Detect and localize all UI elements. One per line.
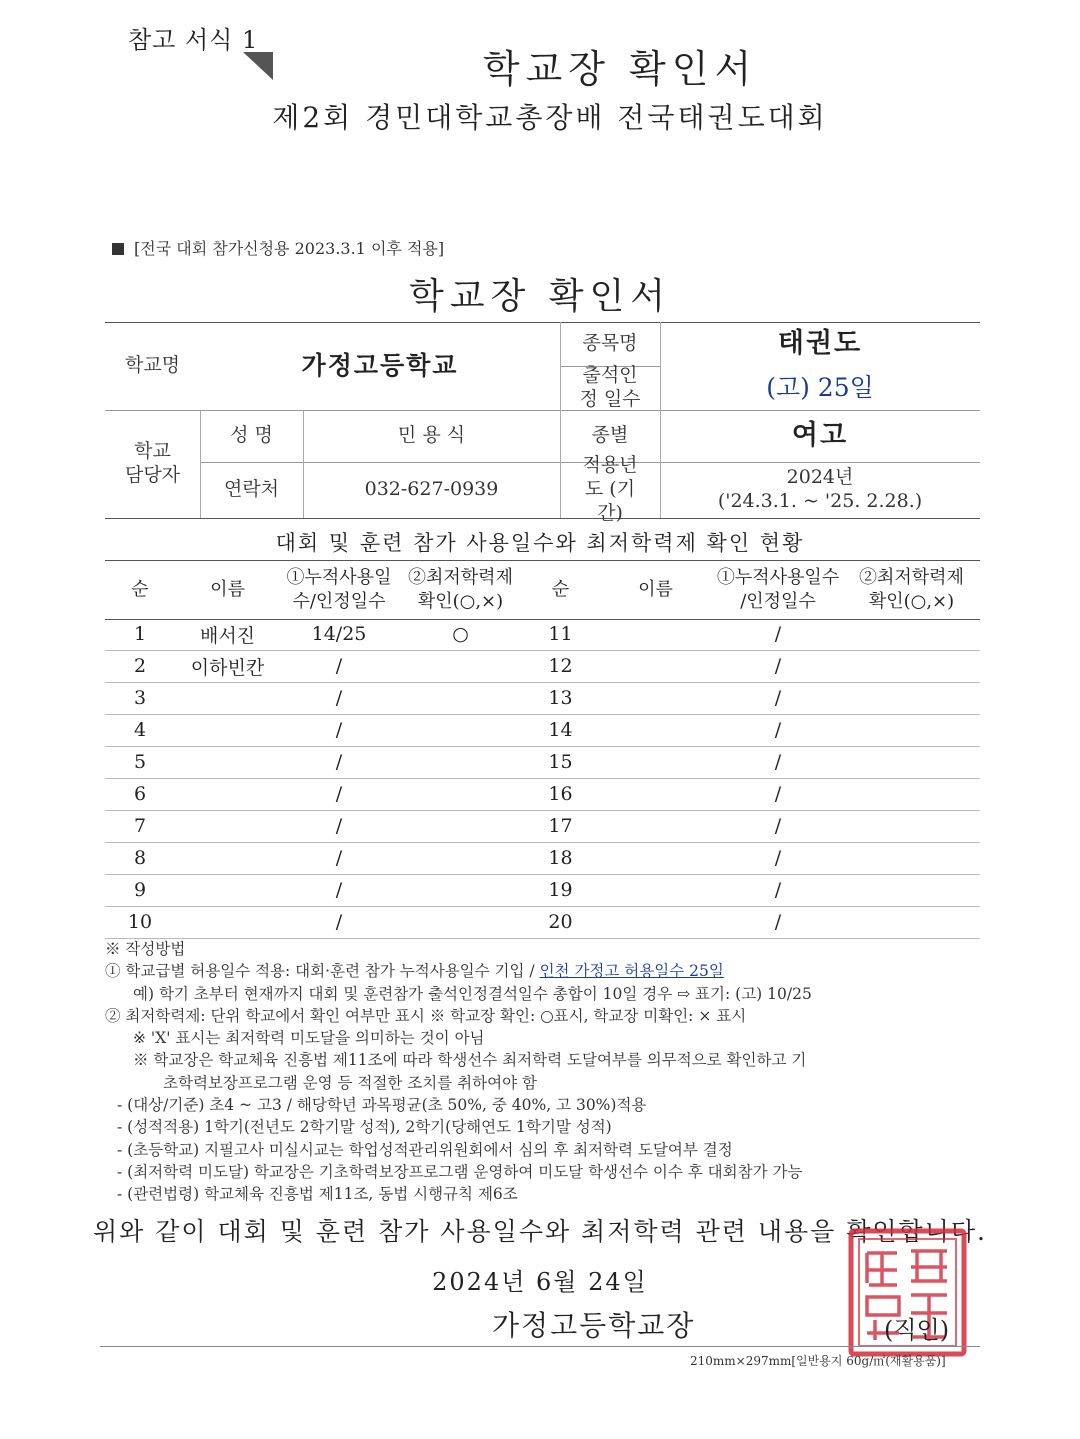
note-d1: - (대상/기준) 초4 ~ 고3 / 해당학년 과목평균(초 50%, 중 40%, 고 30%)적용 (117, 1096, 647, 1115)
cell-no-r: 18 (548, 847, 573, 869)
header-check-right-line1: ②최저학력제 (859, 566, 964, 588)
year-label: 적용년도 (기간) (582, 454, 638, 524)
cell-no: 3 (133, 687, 147, 709)
table-header-row (105, 560, 980, 620)
cell-days: / (335, 911, 343, 933)
main-title: 학교장 확인서 (408, 276, 672, 317)
cell-name-r (598, 714, 713, 746)
cell-no-r: 13 (548, 687, 573, 709)
header-days-right (713, 561, 843, 619)
square-bullet-icon (112, 243, 124, 255)
apply-note (112, 236, 444, 259)
header-days-right-line2: /인정일수 (740, 591, 816, 612)
cell-check: ○ (452, 623, 469, 645)
header-days-right-line1: ①누적사용일수 (716, 566, 840, 588)
cell-no-r: 12 (548, 655, 573, 677)
period-value: ('24.3.1. ~ '25. 2.28.) (717, 490, 923, 512)
table-row (105, 874, 980, 907)
cell-check (398, 746, 523, 778)
event-label: 종목명 (582, 332, 638, 355)
cell-check (398, 906, 523, 938)
issue-date: 2024년 6월 24일 (432, 1268, 648, 1296)
contact-label: 연락처 (223, 478, 280, 501)
cell-check (398, 682, 523, 714)
event-value: 태권도 (777, 328, 863, 360)
school-info-table (105, 322, 980, 524)
form-reference: 참고 서식 1 (128, 26, 259, 54)
cell-no: 8 (133, 847, 147, 869)
name-label: 성 명 (230, 424, 273, 447)
cell-days-r: / (774, 751, 782, 773)
cell-name (175, 810, 280, 842)
cell-days: / (335, 879, 343, 901)
year-cell (660, 462, 980, 518)
header-check-right (843, 561, 980, 619)
school-name: 가정고등학교 (301, 351, 459, 381)
cell-days-r: / (774, 687, 782, 709)
cell-name-r (598, 810, 713, 842)
cell-days: / (335, 847, 343, 869)
cell-name-r (598, 682, 713, 714)
cell-check-r (843, 906, 980, 938)
school-label: 학교명 (124, 354, 181, 377)
section-title: 대회 및 훈련 참가 사용일수와 최저학력제 확인 현황 (275, 531, 805, 555)
cell-no-r: 11 (548, 623, 573, 645)
cell-days-r: / (774, 655, 782, 677)
cell-check-r (843, 778, 980, 810)
apply-note-text: [전국 대회 참가신청용 2023.3.1 이후 적용] (134, 239, 445, 258)
attendance-value: (고) 25일 (766, 373, 874, 403)
cell-check-r (843, 714, 980, 746)
cell-days: / (335, 751, 343, 773)
cell-no-r: 17 (548, 815, 573, 837)
writing-instructions (105, 938, 985, 1206)
cell-days: / (335, 655, 343, 677)
table-row (105, 778, 980, 811)
cell-check (398, 842, 523, 874)
table-row (105, 714, 980, 747)
note-1-example: 예) 학기 초부터 현재까지 대회 및 훈련참가 출석인정결석일수 총합이 10일 경우 ⇨ 표기: (고) 10/25 (133, 984, 812, 1003)
cell-name-r (598, 778, 713, 810)
cell-no-r: 14 (548, 719, 573, 741)
paper-spec: 210mm×297mm[일반용지 60g/㎡(재활용품)] (690, 1354, 946, 1368)
header-days-line1: ①누적사용일 (286, 566, 392, 588)
gender-label: 종별 (591, 424, 629, 447)
header-check-line1: ②최저학력제 (408, 566, 513, 588)
note-d3: - (초등학교) 지필고사 미실시교는 학업성적관리위원회에서 심의 후 최저학력 도달여부 결정 (117, 1140, 733, 1159)
cell-no: 1 (133, 623, 147, 645)
table-row (105, 618, 980, 651)
table-row (105, 906, 980, 939)
contact-value: 032-627-0939 (364, 478, 499, 501)
cell-days-r: / (774, 623, 782, 645)
table-row (105, 842, 980, 875)
cell-name: 이하빈칸 (190, 656, 265, 679)
event-subtitle: 제2회 경민대학교총장배 전국태권도대회 (272, 101, 828, 134)
cell-no: 6 (133, 783, 147, 805)
header-name: 이름 (210, 578, 245, 600)
cell-name (175, 906, 280, 938)
cell-no-r: 15 (548, 751, 573, 773)
name-value: 민 용 식 (397, 424, 466, 447)
staff-label: 학교 담당자 (124, 440, 181, 486)
cell-no: 10 (127, 911, 153, 933)
cell-name-r (598, 650, 713, 682)
cell-check-r (843, 874, 980, 906)
cell-name-r (598, 618, 713, 650)
top-title: 학교장 확인서 (482, 47, 758, 91)
table-border (105, 518, 980, 519)
cell-check-r (843, 650, 980, 682)
table-row (105, 682, 980, 715)
cell-no: 5 (133, 751, 147, 773)
note-d2: - (성적적용) 1학기(전년도 2학기말 성적), 2학기(당해연도 1학기말 성적) (117, 1118, 612, 1137)
header-check (398, 561, 523, 619)
note-d4: - (최저학력 미도달) 학교장은 기초학력보장프로그램 운영하여 미도달 학생선수 이수 후 대회참가 가능 (117, 1162, 803, 1181)
cell-name (175, 842, 280, 874)
header-no: 순 (131, 578, 149, 600)
header-days-line2: 수/인정일수 (292, 591, 386, 612)
cell-check-r (843, 618, 980, 650)
cell-no: 2 (133, 655, 147, 677)
note-d5: - (관련법령) 학교체육 진흥법 제11조, 동법 시행규칙 제6조 (117, 1185, 518, 1204)
cell-no: 4 (133, 719, 147, 741)
header-no-right: 순 (551, 578, 570, 600)
note-2c: 초학력보장프로그램 운영 등 적절한 조치를 취하여야 함 (163, 1073, 537, 1092)
table-row (105, 650, 980, 683)
seal-label: (직인) (884, 1316, 950, 1344)
note-2b: ※ 학교장은 학교체육 진흥법 제11조에 따라 학생선수 최저학력 도달여부를 의무적으로 확인하고 기 (133, 1051, 807, 1070)
cell-name-r (598, 842, 713, 874)
cell-days-r: / (774, 847, 782, 869)
cell-days-r: / (774, 815, 782, 837)
cell-check (398, 874, 523, 906)
cell-days-r: / (774, 911, 782, 933)
cell-no-r: 16 (548, 783, 573, 805)
cell-days: / (335, 719, 343, 741)
cell-check (398, 810, 523, 842)
principal-title: 가정고등학교장 (492, 1309, 696, 1342)
gender-value: 여고 (791, 420, 849, 452)
table-row (105, 810, 980, 843)
cell-name (175, 778, 280, 810)
cell-days-r: / (774, 879, 782, 901)
cell-days-r: / (774, 783, 782, 805)
cell-days-r: / (774, 719, 782, 741)
cell-name-r (598, 906, 713, 938)
cell-name (175, 714, 280, 746)
cell-name (175, 746, 280, 778)
note-2a: ※ 'X' 표시는 최저학력 미도달을 의미하는 것이 아님 (133, 1029, 485, 1048)
note-1 (105, 960, 985, 982)
cell-name: 배서진 (199, 624, 256, 647)
confirmation-statement: 위와 같이 대회 및 훈련 참가 사용일수와 최저학력 관련 내용을 확인합니다. (93, 1217, 987, 1246)
header-days (280, 561, 398, 619)
cell-name-r (598, 746, 713, 778)
attendance-label: 출석인정 일수 (579, 364, 641, 410)
cell-name-r (598, 874, 713, 906)
cell-check-r (843, 810, 980, 842)
cell-days: / (335, 783, 343, 805)
cell-days: 14/25 (311, 623, 367, 645)
year-value: 2024년 (786, 466, 854, 489)
table-row (105, 746, 980, 779)
cell-no-r: 19 (548, 879, 573, 901)
cell-no: 7 (133, 815, 147, 837)
note-1-text: ① 학교급별 허용일수 적용: 대회·훈련 참가 누적사용일수 기입 / (105, 962, 540, 981)
notes-heading: ※ 작성방법 (105, 940, 186, 958)
cell-check (398, 714, 523, 746)
cell-check (398, 650, 523, 682)
cell-days: / (335, 815, 343, 837)
cell-check-r (843, 842, 980, 874)
bottom-divider (100, 1346, 980, 1347)
cell-no-r: 20 (548, 911, 573, 933)
cell-no: 9 (133, 879, 147, 901)
header-name-right: 이름 (638, 578, 673, 600)
cell-name (175, 682, 280, 714)
cell-check-r (843, 746, 980, 778)
cell-days: / (335, 687, 343, 709)
header-check-right-line2: 확인(○,×) (868, 591, 955, 612)
cell-check-r (843, 682, 980, 714)
note-2: ② 최저학력제: 단위 학교에서 확인 여부만 표시 ※ 학교장 확인: ○표시, 학교장 미확인: × 표시 (105, 1006, 747, 1025)
cell-check (398, 778, 523, 810)
note-1-link: 인천 가정고 허용일수 25일 (539, 962, 724, 981)
cell-name (175, 874, 280, 906)
header-check-line2: 확인(○,×) (417, 591, 504, 612)
